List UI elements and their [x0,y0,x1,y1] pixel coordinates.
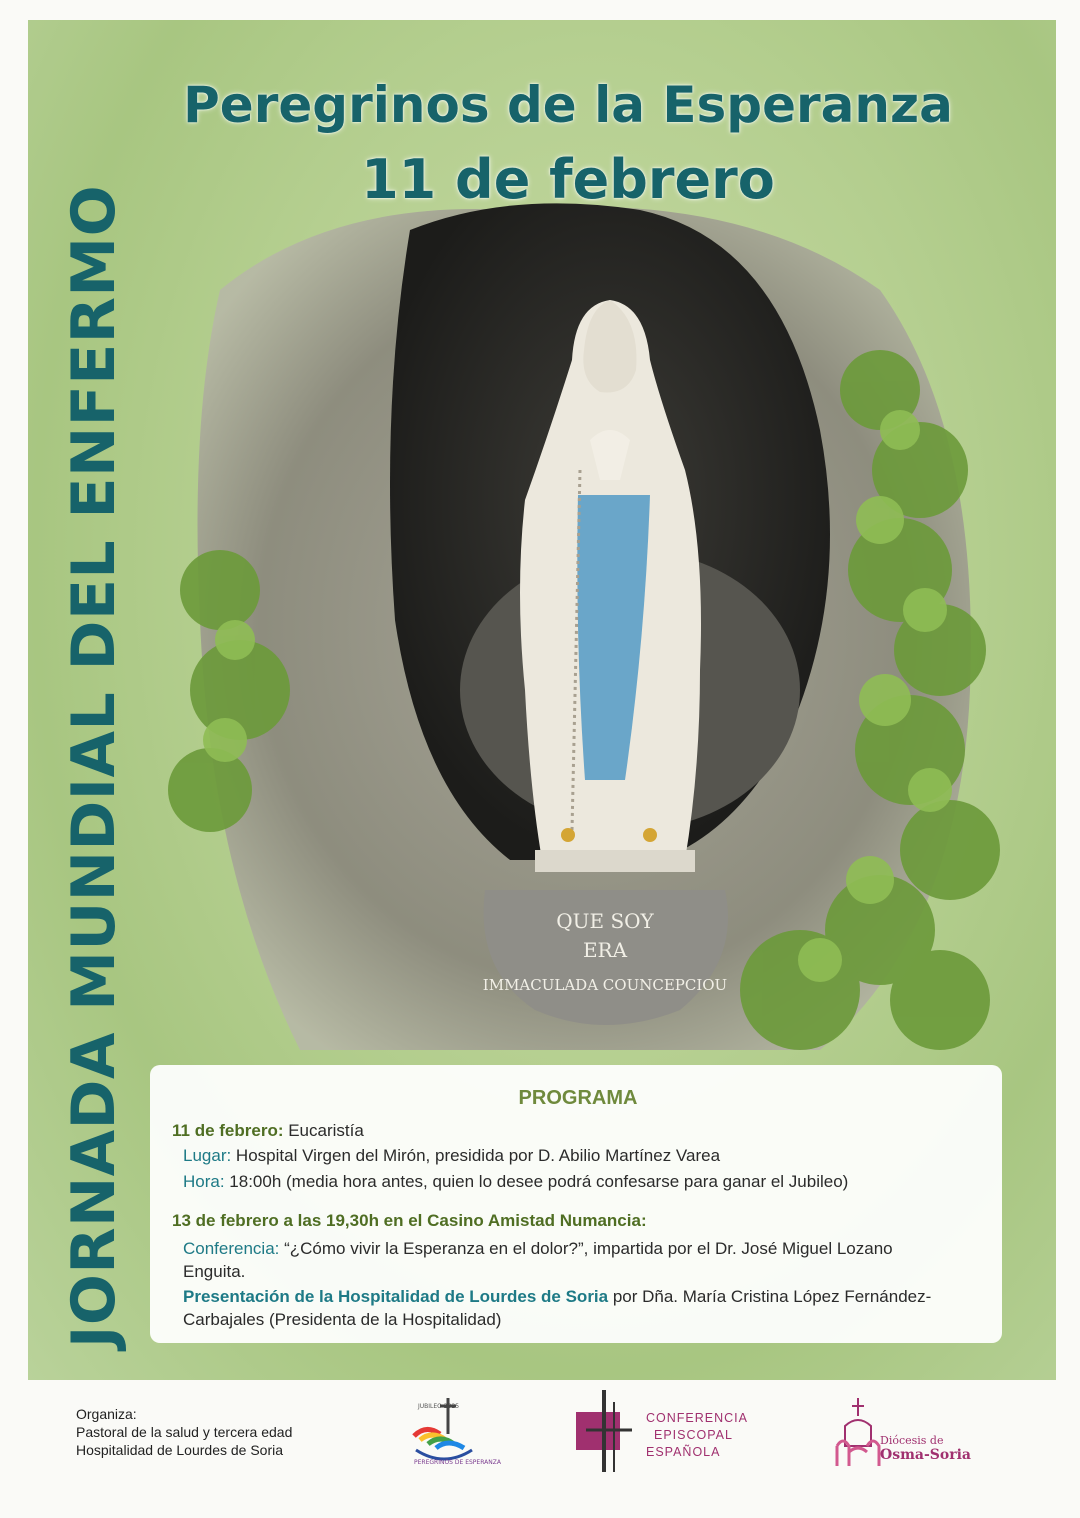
hora-text: 18:00h (media hora antes, quien lo desee podrá confesarse para ganar el Jubileo) [224,1172,849,1191]
programa-item-2: 13 de febrero a las 19,30h en el Casino Amistad Numancia: [172,1211,647,1230]
lugar-label: Lugar: [183,1146,232,1165]
hora-line [183,1172,848,1192]
conferencia-text: “¿Cómo vivir la Esperanza en el dolor?”, impartida por el Dr. José Miguel Lozano [279,1239,893,1258]
jubilee-logo [406,1392,501,1468]
diocesis-line-2: Osma-Soria [880,1447,971,1463]
hora-label: Hora: [183,1172,225,1191]
event-date: 11 de febrero [361,148,775,211]
programa-panel [150,1065,1002,1343]
conferencia-label: Conferencia: [183,1239,280,1258]
item1-label: 11 de febrero: [172,1121,284,1140]
plaque-line-1: QUE SOY [556,909,654,933]
cee-logo-text [646,1410,748,1461]
cee-line-1: CONFERENCIA [646,1411,748,1425]
presentacion-label: Presentación de la Hospitalidad de Lourdes de Soria [183,1287,609,1306]
conferencia-line [183,1239,893,1259]
conferencia-line-2: Enguita. [183,1262,246,1281]
presentacion-line-2: Carbajales (Presidenta de la Hospitalidad) [183,1310,502,1329]
diocesis-line-1: Diócesis de [880,1434,944,1447]
diocesis-crest [835,1396,881,1470]
presentacion-text: por Dña. María Cristina López Fernández- [608,1287,932,1306]
organizer-label: Organiza: [76,1406,137,1422]
vertical-title: JORNADA MUNDIAL DEL ENFERMO [59,184,129,1348]
plaque-line-3: IMMACULADA COUNCEPCIOU [482,976,728,994]
organizer-line-2: Hospitalidad de Lourdes de Soria [76,1442,284,1458]
organizer-block [76,1405,292,1459]
presentacion-line [183,1287,931,1307]
organizer-line-1: Pastoral de la salud y tercera edad [76,1424,293,1440]
diocesis-text [880,1434,971,1462]
headline: Peregrinos de la Esperanza [183,76,953,134]
cee-line-3: ESPAÑOLA [646,1445,721,1459]
jubilee-bottom-text: PEREGRINOS DE ESPERANZA [414,1459,501,1466]
programa-item-1 [172,1121,364,1141]
plaque-line-2: ERA [582,938,628,962]
lugar-line [183,1146,720,1166]
cee-line-2: EPISCOPAL [654,1428,733,1442]
jubilee-top-text: JUBILEO 2025 [418,1403,460,1410]
cee-logo [576,1390,642,1472]
lugar-text: Hospital Virgen del Mirón, presidida por D. Abilio Martínez Varea [231,1146,721,1165]
item1-text: Eucaristía [283,1121,364,1140]
grotto-illustration [180,170,1020,1070]
programa-title: PROGRAMA [518,1087,638,1109]
